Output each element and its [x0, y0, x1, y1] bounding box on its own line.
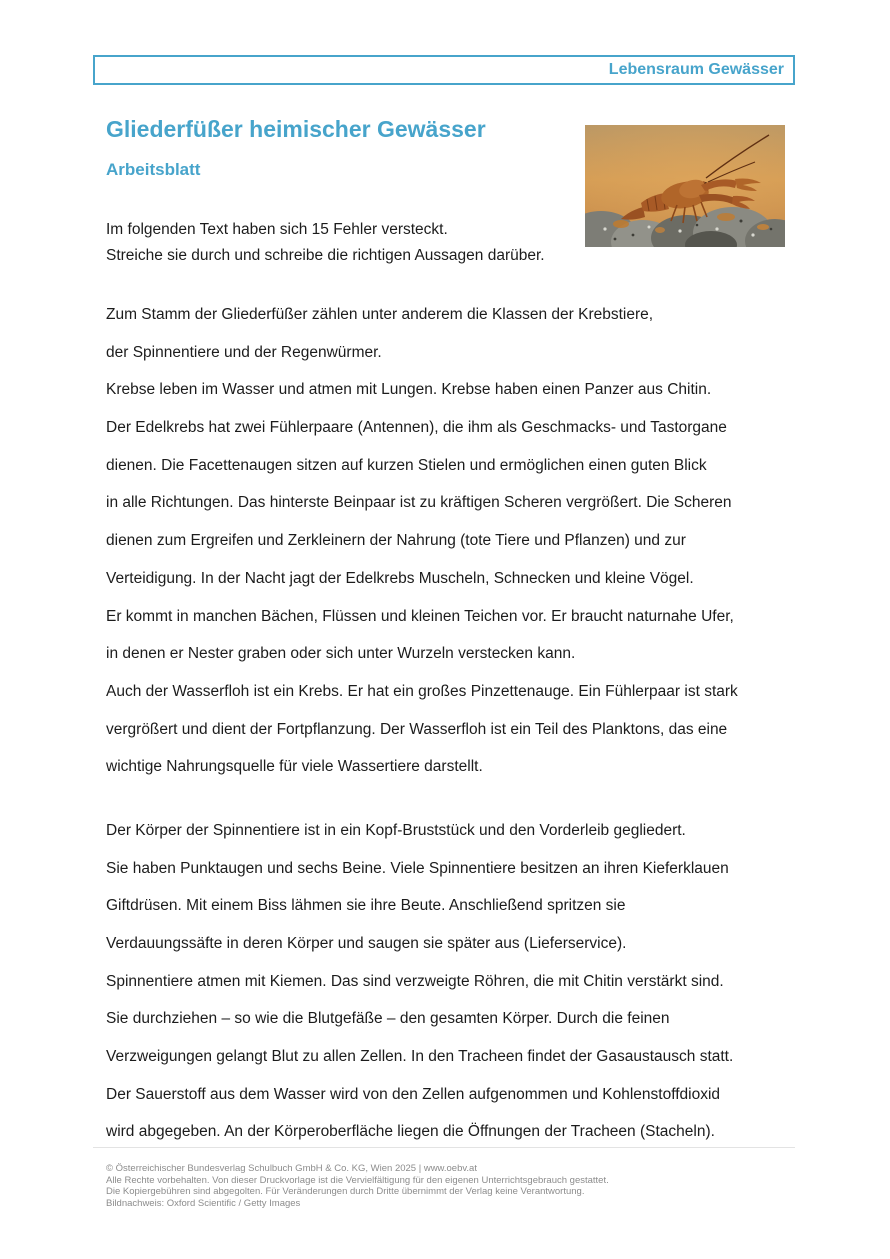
text-line: Giftdrüsen. Mit einem Biss lähmen sie ihre Beute. Anschließend spritzen sie [106, 897, 626, 915]
footer-line: Bildnachweis: Oxford Scientific / Getty Images [106, 1197, 301, 1209]
text-line: vergrößert und dient der Fortpflanzung. Der Wasserfloh ist ein Teil des Planktons, das eine [106, 720, 728, 738]
page-title: Gliederfüßer heimischer Gewässer [106, 116, 486, 142]
text-line: dienen zum Ergreifen und Zerkleinern der Nahrung (tote Tiere und Pflanzen) und zur [106, 532, 686, 550]
intro-text [106, 217, 545, 268]
footer-imprint [106, 1163, 609, 1209]
footer-line: Die Kopiergebühren sind abgegolten. Für Veränderungen durch Dritte übernimmt der Verlag keine Verantwortung. [106, 1186, 585, 1198]
text-line: Spinnentiere atmen mit Kiemen. Das sind verzweigte Röhren, die mit Chitin verstärkt sind. [106, 972, 724, 990]
text-line: Verteidigung. In der Nacht jagt der Edelkrebs Muscheln, Schnecken und kleine Vögel. [106, 569, 694, 587]
text-line: Verzweigungen gelangt Blut zu allen Zellen. In den Tracheen findet der Gasaustausch statt. [106, 1048, 734, 1066]
text-line: Sie haben Punktaugen und sechs Beine. Viele Spinnentiere besitzen an ihren Kieferklauen [106, 859, 729, 877]
crayfish-photo [585, 125, 785, 247]
text-line: wichtige Nahrungsquelle für viele Wassertiere darstellt. [106, 758, 483, 776]
text-line: Verdauungssäfte in deren Körper und saugen sie später aus (Lieferservice). [106, 935, 627, 952]
header-label: Lebensraum Gewässer [608, 61, 784, 78]
text-line: Krebse leben im Wasser und atmen mit Lungen. Krebse haben einen Panzer aus Chitin. [106, 381, 712, 399]
text-line: Auch der Wasserfloh ist ein Krebs. Er hat ein großes Pinzettenauge. Ein Fühlerpaar ist stark [106, 682, 738, 700]
footer-divider [93, 1147, 795, 1148]
text-line: Der Körper der Spinnentiere ist in ein Kopf-Bruststück und den Vorderleib gegliedert. [106, 821, 686, 839]
text-line: wird abgegeben. An der Körperoberfläche liegen die Öffnungen der Tracheen (Stacheln). [106, 1123, 715, 1141]
text-line: Der Edelkrebs hat zwei Fühlerpaare (Antennen), die ihm als Geschmacks- und Tastorgane [106, 419, 727, 437]
text-line: Sie durchziehen – so wie die Blutgefäße – den gesamten Körper. Durch die feinen [106, 1010, 670, 1028]
page-subtitle: Arbeitsblatt [106, 160, 201, 179]
text-line: Zum Stamm der Gliederfüßer zählen unter anderem die Klassen der Krebstiere, [106, 306, 654, 323]
crayfish-photo-graphic [585, 125, 785, 247]
text-line: in denen er Nester graben oder sich unter Wurzeln verstecken kann. [106, 645, 576, 663]
text-line: der Spinnentiere und der Regenwürmer. [106, 343, 382, 361]
intro-line: Streiche sie durch und schreibe die richtigen Aussagen darüber. [106, 246, 545, 264]
worksheet-body [106, 296, 826, 1151]
header-banner [93, 55, 795, 85]
text-line: in alle Richtungen. Das hinterste Beinpaar ist zu kräftigen Scheren vergrößert. Die Scheren [106, 494, 732, 512]
footer-line: © Österreichischer Bundesverlag Schulbuch GmbH & Co. KG, Wien 2025 | www.oebv.at [106, 1163, 477, 1174]
text-line: dienen. Die Facettenaugen sitzen auf kurzen Stielen und ermöglichen einen guten Blick [106, 456, 707, 474]
text-line: Er kommt in manchen Bächen, Flüssen und kleinen Teichen vor. Er braucht naturnahe Ufer, [106, 607, 734, 625]
footer-line: Alle Rechte vorbehalten. Von dieser Druckvorlage ist die Vervielfältigung für den eigenen Unterrichtsgebrauch gestattet. [106, 1174, 609, 1186]
intro-line: Im folgenden Text haben sich 15 Fehler versteckt. [106, 221, 448, 238]
paragraph-gap [106, 786, 826, 812]
text-line: Der Sauerstoff aus dem Wasser wird von den Zellen aufgenommen und Kohlenstoffdioxid [106, 1085, 721, 1103]
